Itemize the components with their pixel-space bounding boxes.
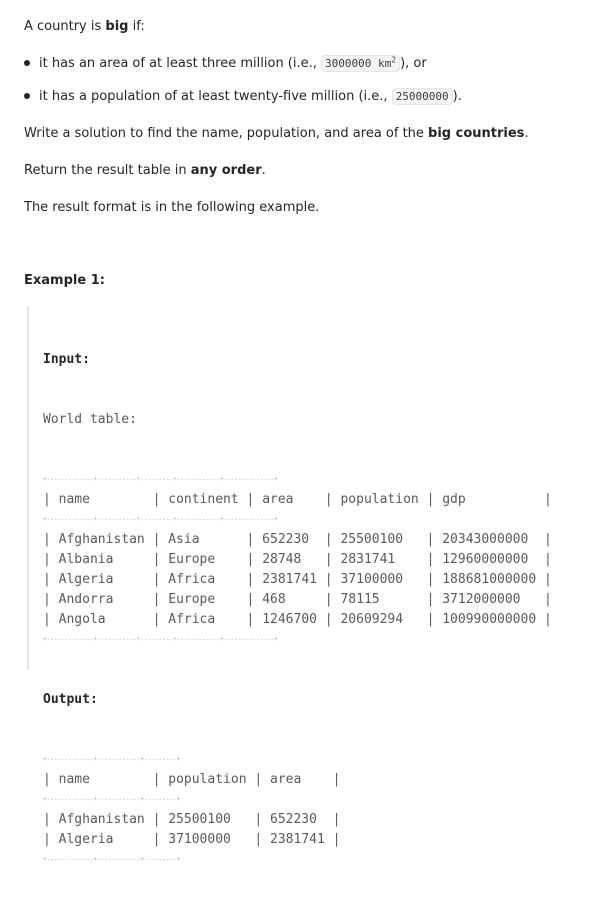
table-cell: 37100000 bbox=[168, 832, 231, 847]
table-row: | Albania | Europe | 28748 | 2831741 | 12960000000 | bbox=[43, 552, 552, 567]
table-cell: Algeria bbox=[58, 832, 114, 847]
column-header: area bbox=[270, 772, 302, 787]
table-cell: Angola bbox=[58, 612, 106, 627]
table-cell: 37100000 bbox=[340, 572, 404, 587]
table-cell: 12960000000 bbox=[442, 552, 529, 567]
table-row: | Angola | Africa | 1246700 | 20609294 | 100990000000 | bbox=[43, 612, 552, 627]
table-cell: 25500100 bbox=[168, 812, 231, 827]
table-cell: 3712000000 bbox=[442, 592, 521, 607]
condition-area: it has an area of at least three million (i.e., 3000000 $km^2$ ), or bbox=[24, 55, 427, 73]
input-table-name: World table: bbox=[43, 412, 137, 427]
example-block bbox=[27, 306, 598, 863]
table-row: | Algeria | 37100000 | 2381741 | bbox=[43, 832, 341, 847]
area-threshold-code: 3000000 $km^2$ bbox=[321, 55, 400, 72]
output-table bbox=[43, 750, 552, 870]
table-cell: 20343000000 bbox=[442, 532, 529, 547]
condition-population: it has a population of at least twenty-five million (i.e., 25000000 ). bbox=[24, 88, 462, 106]
table-header: | name | population | area | bbox=[43, 772, 341, 787]
output-label: Output: bbox=[43, 692, 98, 707]
table-border: +-------------+-----------+---------+------------+--------------+ bbox=[43, 516, 278, 523]
table-cell: 28748 bbox=[262, 552, 302, 567]
population-threshold-code: 25000000 bbox=[392, 88, 453, 105]
table-cell: Algeria bbox=[58, 572, 114, 587]
task-line: Write a solution to find the name, population, and area of the big countries. bbox=[24, 126, 529, 141]
table-cell: Afghanistan bbox=[58, 532, 145, 547]
column-header: area bbox=[262, 492, 294, 507]
table-row: | Afghanistan | Asia | 652230 | 25500100 | 20343000000 | bbox=[43, 532, 552, 547]
bullet-icon bbox=[24, 60, 30, 66]
table-cell: 20609294 bbox=[340, 612, 404, 627]
world-table bbox=[43, 470, 552, 650]
table-cell: 468 bbox=[262, 592, 286, 607]
table-cell: Europe bbox=[168, 592, 216, 607]
order-line: Return the result table in any order. bbox=[24, 163, 266, 178]
column-header: population bbox=[168, 772, 247, 787]
table-cell: 2831741 bbox=[340, 552, 396, 567]
table-row: | Afghanistan | 25500100 | 652230 | bbox=[43, 812, 341, 827]
table-border: +-------------+-----------+---------+------------+--------------+ bbox=[43, 476, 278, 483]
intro-line: A country is big if: bbox=[24, 19, 145, 34]
table-cell: Africa bbox=[168, 572, 216, 587]
table-cell: 2381741 bbox=[262, 572, 317, 587]
table-border: +-------------+------------+---------+ bbox=[43, 756, 181, 763]
table-row: | Algeria | Africa | 2381741 | 37100000 | 188681000000 | bbox=[43, 572, 552, 587]
table-header: | name | continent | area | population | gdp | bbox=[43, 492, 552, 507]
column-header: name bbox=[58, 772, 90, 787]
table-border: +-------------+------------+---------+ bbox=[43, 796, 181, 803]
table-cell: Afghanistan bbox=[58, 812, 145, 827]
table-cell: Andorra bbox=[58, 592, 114, 607]
input-label: Input: bbox=[43, 352, 90, 367]
table-cell: 100990000000 bbox=[442, 612, 537, 627]
example-preformatted bbox=[43, 310, 552, 910]
column-header: gdp bbox=[442, 492, 466, 507]
table-cell: 652230 bbox=[270, 812, 317, 827]
table-cell: 1246700 bbox=[262, 612, 317, 627]
table-row: | Andorra | Europe | 468 | 78115 | 3712000000 | bbox=[43, 592, 552, 607]
table-cell: 2381741 bbox=[270, 832, 325, 847]
column-header: population bbox=[340, 492, 419, 507]
table-cell: 78115 bbox=[340, 592, 380, 607]
example-title: Example 1: bbox=[24, 273, 105, 288]
table-cell: Albania bbox=[58, 552, 114, 567]
table-border: +-------------+------------+---------+ bbox=[43, 856, 181, 863]
bullet-icon bbox=[24, 93, 30, 99]
table-cell: Europe bbox=[168, 552, 216, 567]
table-cell: Asia bbox=[168, 532, 200, 547]
table-border: +-------------+-----------+---------+------------+--------------+ bbox=[43, 636, 278, 643]
column-header: name bbox=[58, 492, 90, 507]
table-cell: 25500100 bbox=[340, 532, 404, 547]
format-note: The result format is in the following example. bbox=[24, 200, 320, 215]
table-cell: 652230 bbox=[262, 532, 310, 547]
term-big: big bbox=[105, 19, 129, 34]
table-cell: Africa bbox=[168, 612, 216, 627]
column-header: continent bbox=[168, 492, 239, 507]
table-cell: 188681000000 bbox=[442, 572, 537, 587]
